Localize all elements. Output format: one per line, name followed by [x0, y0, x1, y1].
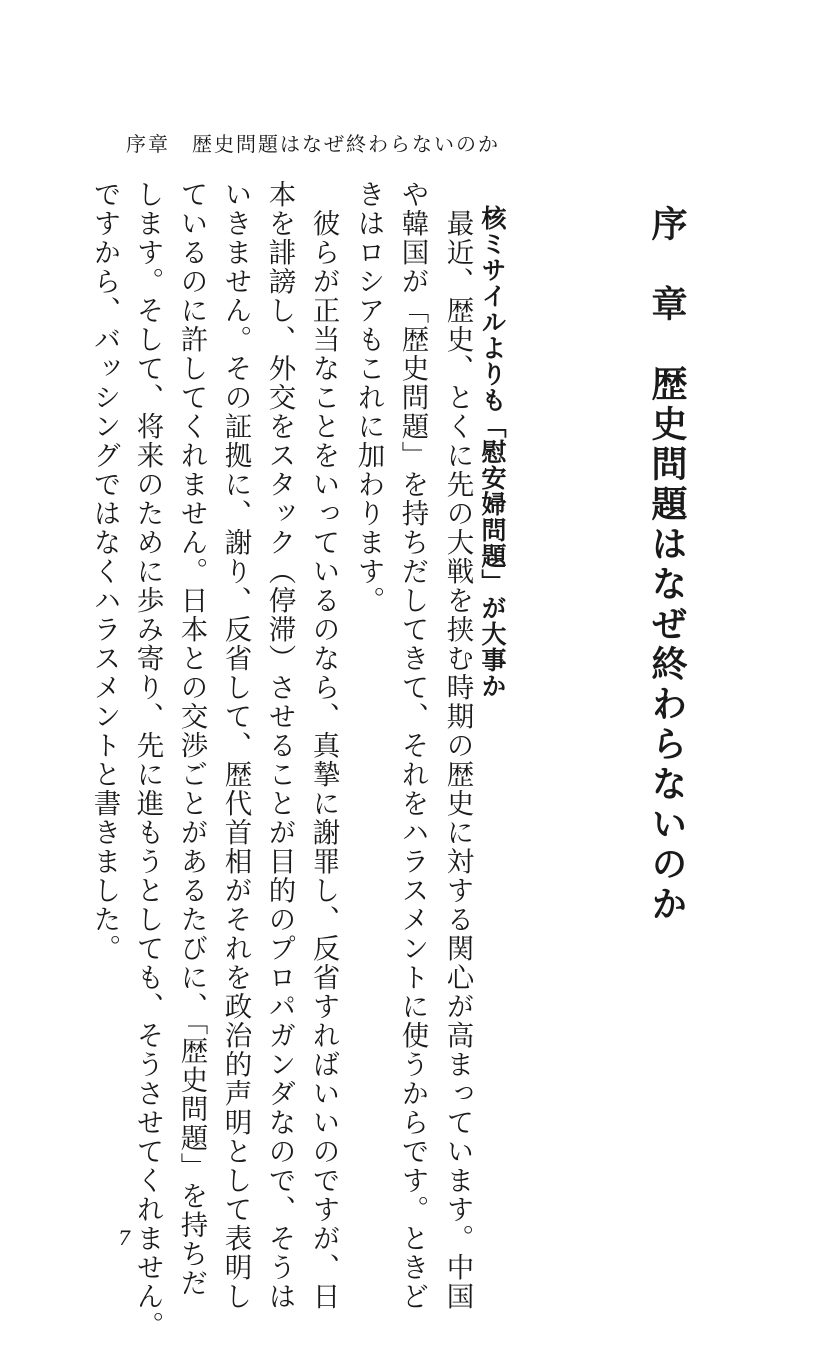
chapter-title: 序 章 歴史問題はなぜ終わらないのか: [646, 205, 687, 925]
page-number: 7: [118, 1226, 131, 1250]
body-line: ですから、バッシングではなくハラスメントと書きました。: [88, 180, 121, 963]
body-line: きはロシアもこれに加わります。: [352, 180, 385, 615]
running-head: 序章 歴史問題はなぜ終わらないのか: [126, 132, 500, 156]
body-line: や韓国が「歴史問題」を持ちだしてきて、それをハラスメントに使うからです。ときど: [396, 180, 429, 1311]
body-line: 本を誹謗し、外交をスタック（停滞）させることが目的のプロパガンダなので、そうは: [263, 180, 296, 1311]
body-line: ているのに許してくれません。日本との交渉ごとがあるたびに、「歴史問題」を持ちだ: [175, 180, 208, 1298]
body-line: いきません。その証拠に、謝り、反省して、歴代首相がそれを政治的声明として表明し: [219, 180, 252, 1311]
section-heading: 核ミサイルよりも「慰安婦問題」が大事か: [478, 205, 507, 699]
body-line: 彼らが正当なことをいっているのなら、真摯に謝罪し、反省すればいいのですが、日: [307, 180, 340, 1311]
body-line: します。そして、将来のために歩み寄り、先に進もうとしても、そうさせてくれません。: [131, 180, 164, 1340]
body-line: 最近、歴史、とくに先の大戦を挟む時期の歴史に対する関心が高まっています。中国: [441, 180, 474, 1311]
